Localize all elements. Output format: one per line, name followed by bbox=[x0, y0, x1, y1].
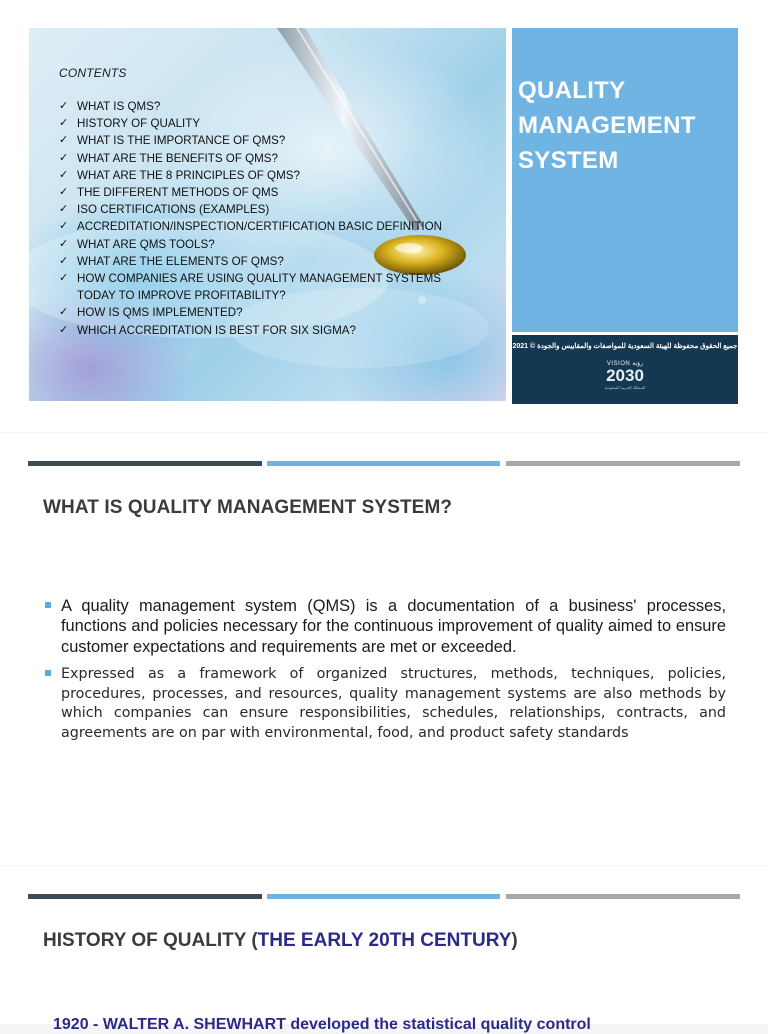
square-bullet-icon bbox=[45, 602, 51, 608]
square-bullet-icon bbox=[45, 670, 51, 676]
timeline-entry: 1920 - WALTER A. SHEWHART developed the statistical quality control bbox=[53, 1016, 591, 1033]
bullet-list bbox=[45, 596, 726, 744]
contents-item: ✓ WHICH ACCREDITATION IS BEST FOR SIX SIGMA? bbox=[59, 322, 442, 339]
header-bar-gray bbox=[506, 461, 740, 466]
vision-2030-logo: VISION رؤية 2030 المملكة العربية السعودية bbox=[604, 361, 646, 390]
contents-item: ✓ ACCREDITATION/INSPECTION/CERTIFICATION BASIC DEFINITION bbox=[59, 218, 442, 235]
contents-item: ✓ WHAT ARE THE 8 PRINCIPLES OF QMS? bbox=[59, 167, 442, 184]
header-bar-blue bbox=[267, 894, 500, 899]
contents-item-continuation: TODAY TO IMPROVE PROFITABILITY? bbox=[77, 289, 286, 303]
check-icon: ✓ bbox=[59, 272, 69, 285]
contents-item: ✓ ISO CERTIFICATIONS (EXAMPLES) bbox=[59, 201, 442, 218]
qms-definition-slide bbox=[0, 433, 768, 865]
lab-pipette-image bbox=[29, 28, 506, 401]
contents-item: ✓ WHAT ARE THE ELEMENTS OF QMS? bbox=[59, 253, 442, 270]
contents-item: ✓ THE DIFFERENT METHODS OF QMS bbox=[59, 184, 442, 201]
title-slide bbox=[0, 0, 768, 432]
contents-item: ✓ WHAT IS QMS? bbox=[59, 98, 442, 115]
header-bar-blue bbox=[267, 461, 500, 466]
history-slide bbox=[0, 866, 768, 1033]
contents-heading: CONTENTS bbox=[59, 66, 127, 80]
header-bar-dark bbox=[28, 461, 262, 466]
check-icon: ✓ bbox=[59, 323, 69, 336]
contents-item: ✓ HISTORY OF QUALITY bbox=[59, 115, 442, 132]
check-icon: ✓ bbox=[59, 117, 69, 130]
contents-item: ✓ WHAT IS THE IMPORTANCE OF QMS? bbox=[59, 132, 442, 149]
header-bar-gray bbox=[506, 894, 740, 899]
title-panel bbox=[512, 28, 738, 332]
slide-title: HISTORY OF QUALITY (THE EARLY 20TH CENTURY) bbox=[43, 930, 518, 951]
check-icon: ✓ bbox=[59, 306, 69, 319]
check-icon: ✓ bbox=[59, 151, 69, 164]
contents-item: ✓ WHAT ARE THE BENEFITS OF QMS? bbox=[59, 150, 442, 167]
contents-item: ✓ WHAT ARE QMS TOOLS? bbox=[59, 236, 442, 253]
bullet-item: A quality management system (QMS) is a documentation of a business' processes, functions and policies necessary for the continuous improvement of quality aimed to ensure customer expectations and requirements are met or exceeded. bbox=[45, 596, 726, 657]
contents-list bbox=[59, 98, 442, 339]
slide-title: WHAT IS QUALITY MANAGEMENT SYSTEM? bbox=[43, 497, 453, 518]
contents-item: ✓ HOW IS QMS IMPLEMENTED? bbox=[59, 304, 442, 321]
contents-item: ✓ HOW COMPANIES ARE USING QUALITY MANAGEMENT SYSTEMS bbox=[59, 270, 442, 287]
footer-panel bbox=[512, 335, 738, 404]
check-icon: ✓ bbox=[59, 186, 69, 199]
check-icon: ✓ bbox=[59, 254, 69, 267]
header-bar-dark bbox=[28, 894, 262, 899]
check-icon: ✓ bbox=[59, 220, 69, 233]
check-icon: ✓ bbox=[59, 168, 69, 181]
check-icon: ✓ bbox=[59, 237, 69, 250]
check-icon: ✓ bbox=[59, 134, 69, 147]
check-icon: ✓ bbox=[59, 100, 69, 112]
check-icon: ✓ bbox=[59, 203, 69, 216]
slide-main-title: QUALITY MANAGEMENT SYSTEM bbox=[518, 77, 696, 174]
copyright-text: جميع الحقوق محفوظة للهيئة السعودية للمواصفات والمقاييس والجودة © 2021 bbox=[512, 343, 738, 350]
bullet-item: Expressed as a framework of organized structures, methods, techniques, policies, procedures, processes, and resources, quality management systems are also methods by which companies can ensure responsibilities, schedules, relationships, contracts, and agreements are on par with environmental, food, and product safety standards bbox=[45, 665, 726, 743]
